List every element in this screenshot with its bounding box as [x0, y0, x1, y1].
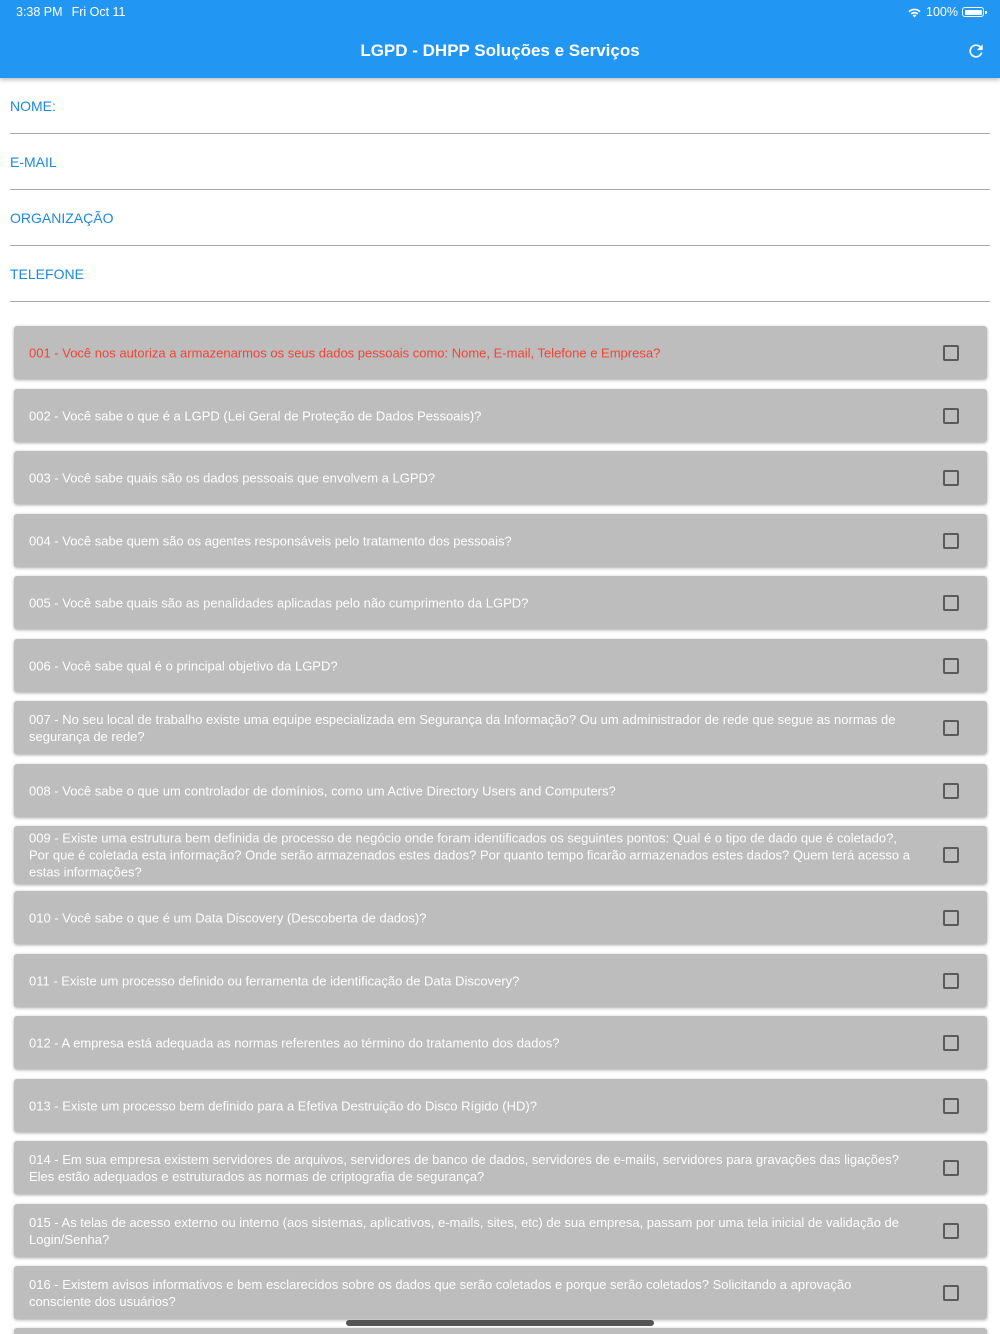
question-text: 016 - Existem avisos informativos e bem esclarecidos sobre os dados que serão coletados e porque serão coletados? Solicitando a aprovação consciente dos usuários? — [29, 1276, 852, 1309]
page-title: LGPD - DHPP Soluções e Serviços — [360, 41, 640, 60]
phone-field — [10, 246, 990, 302]
battery-percent: 100% — [926, 5, 958, 19]
question-card[interactable] — [14, 451, 987, 504]
organization-field — [10, 190, 990, 246]
question-checkbox[interactable] — [943, 973, 959, 989]
question-text: 009 - Existe uma estrutura bem definida de processo de negócio onde foram identificados os seguintes pontos: Qual é o tipo de dado que é coletado?, Por que é coletada esta informação? Onde serão armazenados estes dados? Por quanto tempo ficarão armazenados estes dados? Quem terá acesso a estas informações? — [29, 830, 910, 880]
question-card[interactable] — [14, 1141, 987, 1194]
question-checkbox[interactable] — [943, 533, 959, 549]
question-card[interactable] — [14, 639, 987, 692]
question-text: 006 - Você sabe qual é o principal objetivo da LGPD? — [29, 658, 338, 673]
status-bar-left — [16, 5, 126, 19]
name-input[interactable] — [10, 78, 990, 133]
question-text: 008 - Você sabe o que um controlador de domínios, como um Active Directory Users and Computers? — [29, 783, 616, 798]
question-card[interactable] — [14, 826, 987, 884]
question-text: 010 - Você sabe o que é um Data Discovery (Descoberta de dados)? — [29, 910, 427, 925]
email-input[interactable] — [10, 134, 990, 189]
question-card[interactable] — [14, 1266, 987, 1319]
battery-icon — [962, 7, 984, 17]
question-text: 005 - Você sabe quais são as penalidades aplicadas pelo não cumprimento da LGPD? — [29, 595, 529, 610]
status-date: Fri Oct 11 — [71, 5, 126, 19]
question-card[interactable] — [14, 764, 987, 817]
question-text: 007 - No seu local de trabalho existe uma equipe especializada em Segurança da Informação? Ou um administrador de rede que segue as normas de segurança de rede? — [29, 711, 896, 744]
question-checkbox[interactable] — [943, 1160, 959, 1176]
app-bar — [0, 0, 1000, 78]
question-text: 004 - Você sabe quem são os agentes responsáveis pelo tratamento dos pessoais? — [29, 533, 512, 548]
email-field — [10, 134, 990, 190]
question-text: 013 - Existe um processo bem definido para a Efetiva Destruição do Disco Rígido (HD)? — [29, 1098, 537, 1113]
question-checkbox[interactable] — [943, 345, 959, 361]
name-field — [10, 78, 990, 134]
question-checkbox[interactable] — [943, 720, 959, 736]
question-card[interactable] — [14, 954, 987, 1007]
refresh-icon[interactable] — [966, 41, 986, 61]
phone-input[interactable] — [10, 246, 990, 301]
question-checkbox[interactable] — [943, 1035, 959, 1051]
question-text: 011 - Existe um processo definido ou ferramenta de identificação de Data Discovery? — [29, 973, 520, 988]
wifi-icon — [907, 7, 922, 18]
question-card[interactable] — [14, 389, 987, 442]
home-indicator[interactable] — [346, 1320, 654, 1326]
question-text: 003 - Você sabe quais são os dados pessoais que envolvem a LGPD? — [29, 470, 436, 485]
question-checkbox[interactable] — [943, 847, 959, 863]
question-checkbox[interactable] — [943, 658, 959, 674]
question-checkbox[interactable] — [943, 910, 959, 926]
question-checkbox[interactable] — [943, 595, 959, 611]
question-checkbox[interactable] — [943, 408, 959, 424]
question-card[interactable] — [14, 891, 987, 944]
question-text: 002 - Você sabe o que é a LGPD (Lei Geral de Proteção de Dados Pessoais)? — [29, 408, 482, 423]
question-checkbox[interactable] — [943, 1098, 959, 1114]
question-text: 001 - Você nos autoriza a armazenarmos os seus dados pessoais como: Nome, E-mail, Telefone e Empresa? — [29, 345, 661, 360]
question-card[interactable] — [14, 514, 987, 567]
question-checkbox[interactable] — [943, 1285, 959, 1301]
question-checkbox[interactable] — [943, 470, 959, 486]
question-card[interactable] — [14, 326, 987, 379]
question-card[interactable] — [14, 1204, 987, 1257]
status-time: 3:38 PM — [16, 5, 63, 19]
question-checkbox[interactable] — [943, 1223, 959, 1239]
question-text: 014 - Em sua empresa existem servidores de arquivos, servidores de banco de dados, servidores de e-mails, servidores para gravações das ligações? Eles estão adequados e estruturados as normas de criptografia de segurança? — [29, 1151, 899, 1184]
question-card[interactable] — [14, 576, 987, 629]
question-card[interactable] — [14, 1079, 987, 1132]
question-card-partial[interactable] — [14, 1328, 987, 1334]
question-card[interactable] — [14, 1016, 987, 1069]
question-text: 015 - As telas de acesso externo ou interno (aos sistemas, aplicativos, e-mails, sites, etc) de sua empresa, passam por uma tela inicial de validação de Login/Senha? — [29, 1214, 899, 1247]
question-card[interactable] — [14, 701, 987, 754]
question-checkbox[interactable] — [943, 783, 959, 799]
question-text: 012 - A empresa está adequada as normas referentes ao término do tratamento dos dados? — [29, 1035, 560, 1050]
organization-input[interactable] — [10, 190, 990, 245]
status-bar-right — [907, 5, 984, 19]
